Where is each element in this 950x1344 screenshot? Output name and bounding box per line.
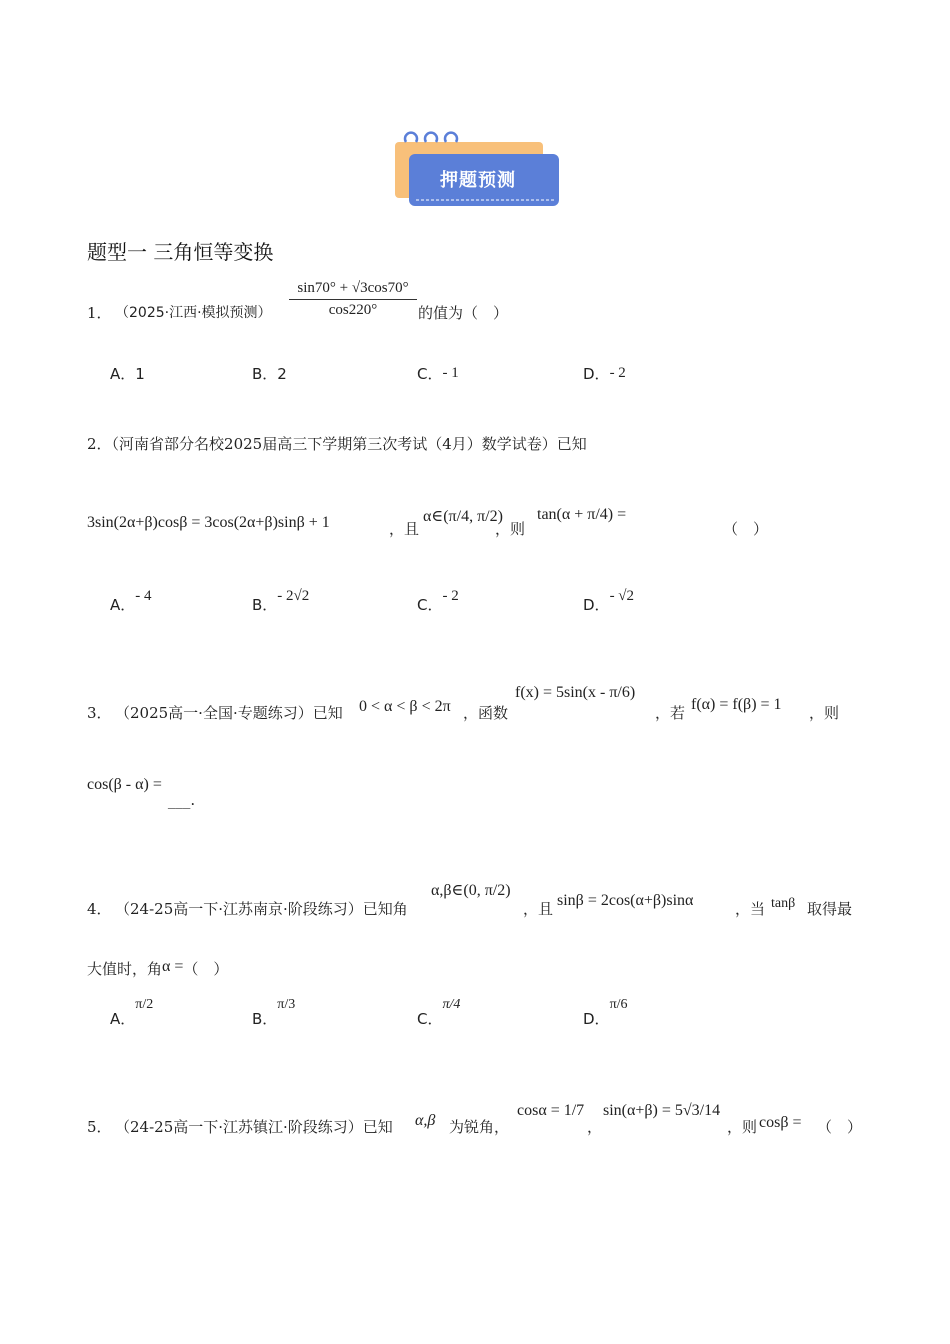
acute-text: 为锐角， [449, 1118, 510, 1136]
option-label: A． [110, 1010, 136, 1028]
answer-paren: （ ） [723, 520, 769, 538]
banner-title: 押题预测 [440, 170, 516, 191]
option-value: π/2 [135, 997, 154, 1012]
fraction-denominator: cos220° [328, 302, 378, 318]
then-word: ，则 [809, 704, 840, 722]
answer-paren: （ ） [183, 960, 229, 978]
option-label: C． [417, 1010, 443, 1028]
sin-alpha-beta: sin(α+β) = 5√3/14 [603, 1102, 721, 1119]
answer-paren: （ ） [817, 1118, 863, 1136]
q3-ask-line [87, 774, 196, 809]
option-d[interactable] [583, 363, 626, 384]
q4-line-2 [87, 958, 228, 979]
angle-range: 0 < α < β < 2π [359, 698, 451, 715]
question-4 [87, 870, 867, 920]
section-heading: 题型一 三角恒等变换 [87, 240, 274, 264]
question-source: （2025·江西·模拟预测） [115, 305, 272, 321]
question-number: 3． [87, 704, 112, 722]
tan-expression: tan(α + π/4) = [537, 506, 627, 523]
option-value: - 2 [609, 365, 626, 381]
banner [392, 126, 564, 212]
option-b[interactable] [252, 588, 310, 615]
option-label: B． [252, 365, 278, 383]
cond-prefix: ，且 [523, 900, 554, 918]
func-prefix: ，函数 [463, 704, 509, 722]
option-label: C． [417, 596, 443, 614]
question-3 [87, 674, 867, 724]
option-d[interactable] [583, 588, 635, 615]
option-label: C． [417, 365, 443, 383]
option-c[interactable] [417, 363, 459, 384]
function-condition: f(α) = f(β) = 1 [691, 696, 782, 713]
option-value: - √2 [609, 588, 635, 604]
cond-prefix: ，若 [655, 704, 686, 722]
answer-blank: ___. [167, 791, 196, 809]
question-5 [87, 1088, 867, 1138]
question-source: （24-25高一下·江苏南京·阶段练习）已知角 [115, 900, 408, 918]
q1-options [110, 363, 810, 387]
function-definition: f(x) = 5sin(x - π/6) [515, 684, 636, 701]
option-label: A． [110, 365, 136, 383]
option-value: π/4 [442, 997, 461, 1012]
equation: 3sin(2α+β)cosβ = 3cos(2α+β)sinβ + 1 [87, 514, 330, 531]
option-label: D． [583, 596, 610, 614]
angle-domain: α,β∈(0, π/2) [431, 882, 511, 899]
option-b[interactable] [252, 363, 287, 384]
sine-condition: sinβ = 2cos(α+β)sinα [557, 892, 694, 909]
question-number: 5． [87, 1118, 112, 1136]
option-value: - 1 [442, 365, 459, 381]
option-label: D． [583, 1010, 610, 1028]
option-value: π/6 [609, 997, 628, 1012]
cond-prefix: ，且 [389, 520, 420, 538]
option-label: B． [252, 1010, 278, 1028]
question-number: 4． [87, 900, 112, 918]
alpha-equals: α = [162, 958, 184, 975]
angles: α,β [415, 1112, 436, 1129]
fraction-expression [289, 280, 417, 319]
then-prefix: ，则 [495, 520, 526, 538]
question-source: （2025高一·全国·专题练习）已知 [115, 704, 343, 722]
question-number: 2． [87, 435, 112, 453]
option-value: - 2 [442, 588, 459, 604]
fraction-numerator: sin70° + √3cos70° [289, 280, 417, 300]
option-label: A． [110, 596, 136, 614]
option-value: 1 [135, 365, 145, 383]
tan-beta: tanβ [771, 896, 796, 911]
then-word: ，则 [727, 1118, 758, 1136]
option-value: 2 [277, 365, 287, 383]
line-2-text: 大值时，角 [87, 960, 163, 978]
option-value: - 2√2 [277, 588, 310, 604]
question-2 [87, 433, 587, 454]
option-label: D． [583, 365, 610, 383]
option-a[interactable] [110, 363, 145, 384]
option-a[interactable] [110, 992, 154, 1028]
option-b[interactable] [252, 992, 296, 1028]
cos-expression: cos(β - α) = [87, 776, 162, 793]
question-tail: 取得最 [807, 900, 853, 918]
q4-options [110, 992, 810, 1036]
option-c[interactable] [417, 588, 459, 615]
question-source: （河南省部分名校2025届高三下学期第三次考试（4月）数学试卷）已知 [111, 435, 587, 453]
comma: ， [587, 1118, 603, 1136]
option-label: B． [252, 596, 278, 614]
q2-options [110, 584, 810, 614]
cos-beta: cosβ = [759, 1114, 802, 1131]
option-a[interactable] [110, 588, 152, 615]
q2-condition-line [87, 496, 867, 546]
option-value: - 4 [135, 588, 152, 604]
option-d[interactable] [583, 992, 628, 1028]
alpha-interval: α∈(π/4, π/2) [423, 508, 503, 525]
option-c[interactable] [417, 992, 461, 1028]
option-value: π/3 [277, 997, 296, 1012]
question-number: 1． [87, 304, 112, 322]
question-source: （24-25高一下·江苏镇江·阶段练习）已知 [115, 1118, 393, 1136]
question-tail: 的值为（ ） [418, 304, 509, 322]
when-word: ，当 [735, 900, 766, 918]
cos-alpha: cosα = 1/7 [517, 1102, 585, 1119]
